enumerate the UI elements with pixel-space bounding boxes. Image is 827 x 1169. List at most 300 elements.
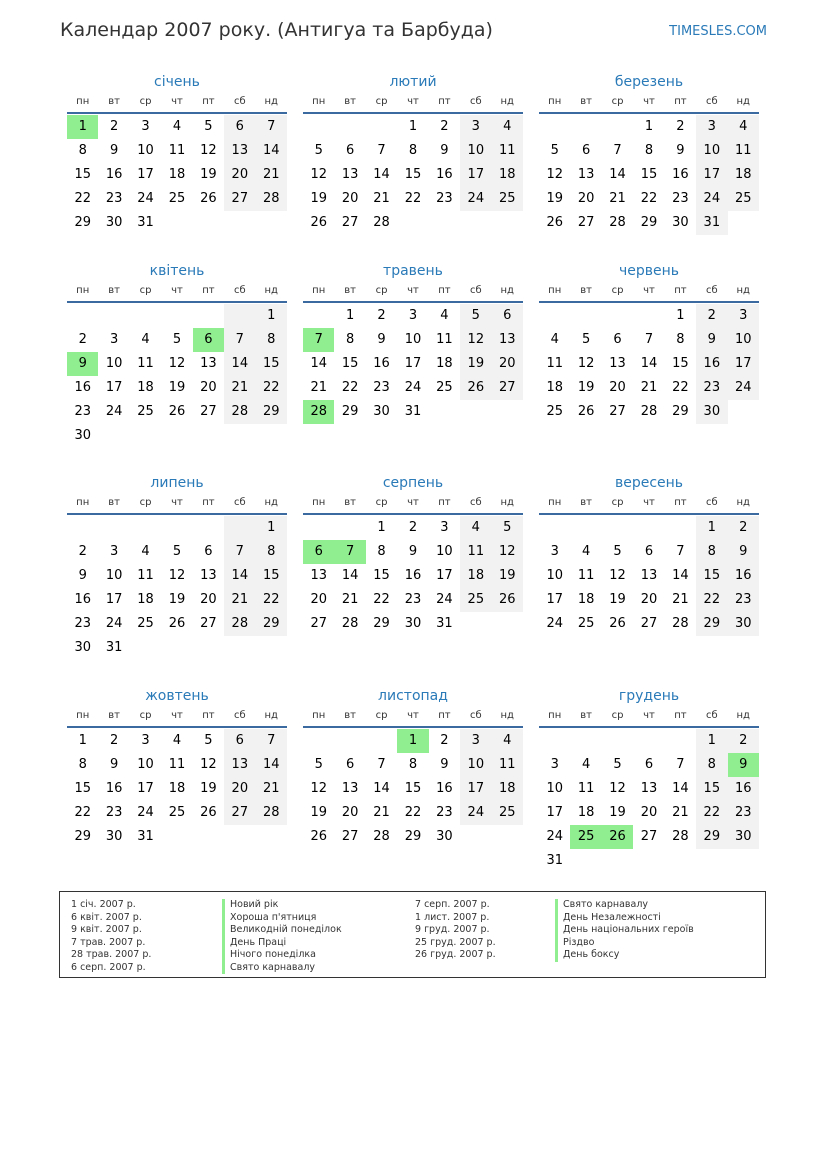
day-cell[interactable]: 13 xyxy=(224,139,255,163)
day-cell[interactable]: 10 xyxy=(460,139,491,163)
day-cell[interactable]: 12 xyxy=(492,540,523,564)
day-cell[interactable]: 6 xyxy=(224,729,255,753)
day-cell[interactable]: 10 xyxy=(460,753,491,777)
day-cell[interactable]: 11 xyxy=(168,757,186,772)
day-cell[interactable]: 18 xyxy=(168,781,186,796)
day-cell[interactable]: 25 xyxy=(728,187,759,211)
day-cell[interactable]: 3 xyxy=(460,115,491,139)
day-cell[interactable]: 5 xyxy=(460,304,491,328)
day-cell[interactable]: 9 xyxy=(728,540,759,564)
day-cell[interactable]: 17 xyxy=(546,592,563,607)
day-cell[interactable]: 25 xyxy=(137,616,154,631)
day-cell[interactable]: 15 xyxy=(256,352,287,376)
day-cell[interactable]: 15 xyxy=(256,564,287,588)
day-cell[interactable]: 18 xyxy=(728,163,759,187)
day-cell[interactable]: 10 xyxy=(436,544,453,559)
day-cell[interactable]: 7 xyxy=(613,143,622,158)
day-cell[interactable]: 3 xyxy=(440,520,449,535)
day-cell[interactable]: 16 xyxy=(728,777,759,801)
day-cell[interactable]: 12 xyxy=(200,143,217,158)
day-cell[interactable]: 7 xyxy=(256,729,287,753)
day-cell[interactable]: 26 xyxy=(546,215,563,230)
day-cell[interactable]: 20 xyxy=(310,592,327,607)
day-cell[interactable]: 12 xyxy=(577,356,595,371)
day-cell[interactable]: 5 xyxy=(314,143,323,158)
day-cell[interactable]: 8 xyxy=(644,143,654,158)
day-cell[interactable]: 8 xyxy=(377,544,386,559)
day-cell[interactable]: 17 xyxy=(436,568,453,583)
day-cell[interactable]: 13 xyxy=(640,781,658,796)
day-cell[interactable]: 13 xyxy=(492,328,523,352)
day-cell[interactable]: 31 xyxy=(105,640,123,655)
day-cell[interactable]: 19 xyxy=(492,564,523,588)
day-cell[interactable]: 18 xyxy=(492,777,523,801)
day-cell[interactable]: 26 xyxy=(609,616,626,631)
day-cell[interactable]: 31 xyxy=(137,829,154,844)
day-cell[interactable]: 22 xyxy=(696,801,727,825)
day-cell[interactable]: 16 xyxy=(436,167,453,182)
day-cell[interactable]: 29 xyxy=(640,215,658,230)
day-cell[interactable]: 26 xyxy=(492,588,523,612)
day-cell[interactable]: 1 xyxy=(78,733,87,748)
day-cell[interactable]: 27 xyxy=(341,829,359,844)
day-cell[interactable]: 3 xyxy=(109,332,119,347)
day-cell[interactable]: 21 xyxy=(256,777,287,801)
day-cell[interactable]: 19 xyxy=(168,380,186,395)
day-cell[interactable]: 19 xyxy=(577,380,595,395)
day-cell[interactable]: 10 xyxy=(404,332,422,347)
day-cell[interactable]: 17 xyxy=(137,781,154,796)
day-cell[interactable]: 20 xyxy=(224,777,255,801)
day-cell[interactable]: 24 xyxy=(436,592,453,607)
day-cell[interactable]: 15 xyxy=(404,781,422,796)
day-cell[interactable]: 28 xyxy=(373,215,390,230)
day-cell[interactable]: 29 xyxy=(672,404,689,419)
day-cell[interactable]: 4 xyxy=(141,544,150,559)
day-cell[interactable]: 10 xyxy=(137,143,154,158)
day-cell[interactable]: 11 xyxy=(492,139,523,163)
day-cell[interactable]: 13 xyxy=(224,753,255,777)
day-cell[interactable]: 5 xyxy=(204,733,213,748)
day-cell[interactable]: 15 xyxy=(373,568,390,583)
day-cell[interactable]: 5 xyxy=(314,757,323,772)
day-cell[interactable]: 16 xyxy=(404,568,422,583)
day-cell[interactable]: 25 xyxy=(577,616,595,631)
day-cell[interactable]: 7 xyxy=(224,328,255,352)
day-cell[interactable]: 9 xyxy=(728,753,759,777)
day-cell[interactable]: 23 xyxy=(436,191,453,206)
day-cell[interactable]: 2 xyxy=(377,308,386,323)
day-cell[interactable]: 13 xyxy=(200,568,217,583)
day-cell[interactable]: 17 xyxy=(546,805,563,820)
day-cell[interactable]: 19 xyxy=(609,805,626,820)
day-cell[interactable]: 28 xyxy=(224,612,255,636)
day-cell[interactable]: 20 xyxy=(341,805,359,820)
day-cell[interactable]: 26 xyxy=(310,829,327,844)
day-cell[interactable]: 30 xyxy=(436,829,453,844)
day-cell[interactable]: 20 xyxy=(224,163,255,187)
day-cell[interactable]: 23 xyxy=(74,616,91,631)
day-cell[interactable]: 2 xyxy=(440,119,449,134)
day-cell[interactable]: 24 xyxy=(137,805,154,820)
day-cell[interactable]: 16 xyxy=(436,781,453,796)
day-cell[interactable]: 8 xyxy=(78,143,87,158)
day-cell[interactable]: 13 xyxy=(640,568,658,583)
day-cell[interactable]: 7 xyxy=(644,332,654,347)
day-cell[interactable]: 30 xyxy=(105,215,123,230)
day-cell[interactable]: 24 xyxy=(546,616,563,631)
day-cell[interactable]: 1 xyxy=(676,308,685,323)
day-cell[interactable]: 31 xyxy=(546,853,563,868)
day-cell[interactable]: 30 xyxy=(74,640,91,655)
day-cell[interactable]: 13 xyxy=(577,167,595,182)
day-cell[interactable]: 28 xyxy=(224,400,255,424)
day-cell[interactable]: 11 xyxy=(436,332,453,347)
day-cell[interactable]: 19 xyxy=(609,592,626,607)
day-cell[interactable]: 6 xyxy=(224,115,255,139)
day-cell[interactable]: 20 xyxy=(200,380,217,395)
day-cell[interactable]: 9 xyxy=(408,544,418,559)
day-cell[interactable]: 30 xyxy=(728,612,759,636)
day-cell[interactable]: 10 xyxy=(105,356,123,371)
day-cell[interactable]: 2 xyxy=(109,733,119,748)
day-cell[interactable]: 22 xyxy=(74,191,91,206)
day-cell[interactable]: 29 xyxy=(256,612,287,636)
day-cell[interactable]: 10 xyxy=(728,328,759,352)
day-cell[interactable]: 1 xyxy=(408,119,418,134)
day-cell[interactable]: 19 xyxy=(310,805,327,820)
day-cell[interactable]: 1 xyxy=(696,516,727,540)
day-cell[interactable]: 14 xyxy=(373,167,390,182)
day-cell[interactable]: 1 xyxy=(644,119,654,134)
day-cell[interactable]: 8 xyxy=(78,757,87,772)
day-cell[interactable]: 8 xyxy=(676,332,685,347)
day-cell[interactable]: 24 xyxy=(460,801,491,825)
day-cell[interactable]: 24 xyxy=(105,616,123,631)
day-cell[interactable]: 23 xyxy=(728,801,759,825)
day-cell[interactable]: 29 xyxy=(696,825,727,849)
day-cell[interactable]: 11 xyxy=(137,356,154,371)
day-cell[interactable]: 2 xyxy=(78,544,87,559)
day-cell[interactable]: 22 xyxy=(404,805,422,820)
day-cell[interactable]: 13 xyxy=(310,568,327,583)
day-cell[interactable]: 20 xyxy=(577,191,595,206)
day-cell[interactable]: 20 xyxy=(640,805,658,820)
day-cell[interactable]: 9 xyxy=(109,757,119,772)
day-cell[interactable]: 10 xyxy=(137,757,154,772)
day-cell[interactable]: 16 xyxy=(373,356,390,371)
day-cell[interactable]: 27 xyxy=(577,215,595,230)
day-cell[interactable]: 1 xyxy=(377,520,386,535)
day-cell[interactable]: 19 xyxy=(168,592,186,607)
day-cell[interactable]: 15 xyxy=(696,777,727,801)
day-cell[interactable]: 27 xyxy=(492,376,523,400)
day-cell[interactable]: 10 xyxy=(546,568,563,583)
day-cell[interactable]: 8 xyxy=(696,753,727,777)
day-cell[interactable]: 28 xyxy=(341,616,359,631)
day-cell[interactable]: 17 xyxy=(696,163,727,187)
day-cell[interactable]: 20 xyxy=(200,592,217,607)
day-cell[interactable]: 12 xyxy=(546,167,563,182)
day-cell[interactable]: 20 xyxy=(609,380,626,395)
day-cell[interactable]: 6 xyxy=(644,757,654,772)
day-cell[interactable]: 6 xyxy=(193,328,224,352)
day-cell[interactable]: 26 xyxy=(460,376,491,400)
day-cell[interactable]: 19 xyxy=(546,191,563,206)
day-cell[interactable]: 28 xyxy=(256,187,287,211)
day-cell[interactable]: 24 xyxy=(137,191,154,206)
day-cell[interactable]: 14 xyxy=(672,568,689,583)
day-cell[interactable]: 24 xyxy=(728,376,759,400)
day-cell[interactable]: 7 xyxy=(303,328,334,352)
day-cell[interactable]: 25 xyxy=(137,404,154,419)
day-cell[interactable]: 2 xyxy=(728,516,759,540)
day-cell[interactable]: 8 xyxy=(345,332,355,347)
day-cell[interactable]: 29 xyxy=(696,612,727,636)
day-cell[interactable]: 24 xyxy=(460,187,491,211)
day-cell[interactable]: 23 xyxy=(696,376,727,400)
day-cell[interactable]: 6 xyxy=(303,540,334,564)
day-cell[interactable]: 11 xyxy=(577,568,595,583)
day-cell[interactable]: 25 xyxy=(436,380,453,395)
day-cell[interactable]: 18 xyxy=(577,592,595,607)
day-cell[interactable]: 18 xyxy=(577,805,595,820)
day-cell[interactable]: 12 xyxy=(310,167,327,182)
day-cell[interactable]: 26 xyxy=(577,404,595,419)
day-cell[interactable]: 6 xyxy=(204,544,213,559)
day-cell[interactable]: 28 xyxy=(672,829,689,844)
day-cell[interactable]: 31 xyxy=(436,616,453,631)
day-cell[interactable]: 19 xyxy=(200,781,217,796)
day-cell[interactable]: 2 xyxy=(109,119,119,134)
day-cell[interactable]: 12 xyxy=(609,568,626,583)
day-cell[interactable]: 21 xyxy=(672,592,689,607)
day-cell[interactable]: 28 xyxy=(672,616,689,631)
day-cell[interactable]: 6 xyxy=(492,304,523,328)
day-cell[interactable]: 30 xyxy=(74,428,91,443)
day-cell[interactable]: 21 xyxy=(341,592,359,607)
day-cell[interactable]: 11 xyxy=(577,781,595,796)
day-cell[interactable]: 31 xyxy=(696,211,727,235)
day-cell[interactable]: 20 xyxy=(640,592,658,607)
day-cell[interactable]: 3 xyxy=(550,544,559,559)
day-cell[interactable]: 12 xyxy=(168,356,186,371)
day-cell[interactable]: 21 xyxy=(373,805,390,820)
day-cell[interactable]: 31 xyxy=(137,215,154,230)
day-cell[interactable]: 24 xyxy=(404,380,422,395)
day-cell[interactable]: 8 xyxy=(256,540,287,564)
day-cell[interactable]: 14 xyxy=(609,167,626,182)
day-cell[interactable]: 23 xyxy=(74,404,91,419)
day-cell[interactable]: 14 xyxy=(256,139,287,163)
day-cell[interactable]: 18 xyxy=(546,380,563,395)
day-cell[interactable]: 16 xyxy=(105,167,123,182)
day-cell[interactable]: 4 xyxy=(550,332,559,347)
day-cell[interactable]: 14 xyxy=(224,564,255,588)
day-cell[interactable]: 19 xyxy=(200,167,217,182)
day-cell[interactable]: 16 xyxy=(728,564,759,588)
day-cell[interactable]: 11 xyxy=(460,540,491,564)
day-cell[interactable]: 18 xyxy=(492,163,523,187)
day-cell[interactable]: 6 xyxy=(581,143,591,158)
day-cell[interactable]: 12 xyxy=(200,757,217,772)
day-cell[interactable]: 29 xyxy=(341,404,359,419)
day-cell[interactable]: 7 xyxy=(676,757,685,772)
day-cell[interactable]: 22 xyxy=(696,588,727,612)
day-cell[interactable]: 9 xyxy=(109,143,119,158)
day-cell[interactable]: 26 xyxy=(602,825,633,849)
day-cell[interactable]: 27 xyxy=(200,404,217,419)
day-cell[interactable]: 27 xyxy=(341,215,359,230)
day-cell[interactable]: 23 xyxy=(105,191,123,206)
day-cell[interactable]: 28 xyxy=(303,400,334,424)
day-cell[interactable]: 18 xyxy=(168,167,186,182)
day-cell[interactable]: 18 xyxy=(460,564,491,588)
day-cell[interactable]: 21 xyxy=(224,376,255,400)
day-cell[interactable]: 27 xyxy=(640,829,658,844)
day-cell[interactable]: 6 xyxy=(345,143,355,158)
day-cell[interactable]: 30 xyxy=(672,215,689,230)
day-cell[interactable]: 6 xyxy=(644,544,654,559)
day-cell[interactable]: 3 xyxy=(109,544,119,559)
day-cell[interactable]: 5 xyxy=(613,544,622,559)
day-cell[interactable]: 7 xyxy=(377,757,386,772)
day-cell[interactable]: 21 xyxy=(310,380,327,395)
day-cell[interactable]: 13 xyxy=(200,356,217,371)
day-cell[interactable]: 25 xyxy=(168,191,186,206)
day-cell[interactable]: 11 xyxy=(137,568,154,583)
day-cell[interactable]: 19 xyxy=(310,191,327,206)
day-cell[interactable]: 17 xyxy=(105,380,123,395)
day-cell[interactable]: 4 xyxy=(728,115,759,139)
day-cell[interactable]: 2 xyxy=(676,119,685,134)
day-cell[interactable]: 16 xyxy=(74,592,91,607)
day-cell[interactable]: 12 xyxy=(460,328,491,352)
day-cell[interactable]: 26 xyxy=(310,215,327,230)
day-cell[interactable]: 3 xyxy=(460,729,491,753)
day-cell[interactable]: 22 xyxy=(672,380,689,395)
day-cell[interactable]: 26 xyxy=(200,805,217,820)
day-cell[interactable]: 29 xyxy=(404,829,422,844)
day-cell[interactable]: 8 xyxy=(408,143,418,158)
day-cell[interactable]: 27 xyxy=(640,616,658,631)
day-cell[interactable]: 16 xyxy=(696,352,727,376)
day-cell[interactable]: 9 xyxy=(676,143,685,158)
day-cell[interactable]: 22 xyxy=(373,592,390,607)
day-cell[interactable]: 5 xyxy=(550,143,559,158)
day-cell[interactable]: 3 xyxy=(141,119,150,134)
day-cell[interactable]: 23 xyxy=(105,805,123,820)
day-cell[interactable]: 24 xyxy=(546,829,563,844)
day-cell[interactable]: 26 xyxy=(168,616,186,631)
day-cell[interactable]: 19 xyxy=(460,352,491,376)
day-cell[interactable]: 16 xyxy=(74,380,91,395)
day-cell[interactable]: 6 xyxy=(345,757,355,772)
day-cell[interactable]: 3 xyxy=(728,304,759,328)
day-cell[interactable]: 25 xyxy=(492,801,523,825)
day-cell[interactable]: 9 xyxy=(67,352,98,376)
day-cell[interactable]: 3 xyxy=(550,757,559,772)
day-cell[interactable]: 23 xyxy=(404,592,422,607)
day-cell[interactable]: 22 xyxy=(74,805,91,820)
day-cell[interactable]: 4 xyxy=(172,119,182,134)
day-cell[interactable]: 1 xyxy=(67,115,98,139)
day-cell[interactable]: 25 xyxy=(546,404,563,419)
day-cell[interactable]: 9 xyxy=(377,332,386,347)
day-cell[interactable]: 27 xyxy=(310,616,327,631)
day-cell[interactable]: 14 xyxy=(672,781,689,796)
day-cell[interactable]: 23 xyxy=(436,805,453,820)
day-cell[interactable]: 21 xyxy=(224,588,255,612)
day-cell[interactable]: 7 xyxy=(334,540,365,564)
day-cell[interactable]: 21 xyxy=(672,805,689,820)
day-cell[interactable]: 13 xyxy=(341,781,359,796)
day-cell[interactable]: 2 xyxy=(408,520,418,535)
day-cell[interactable]: 30 xyxy=(728,825,759,849)
day-cell[interactable]: 12 xyxy=(168,568,186,583)
day-cell[interactable]: 23 xyxy=(373,380,390,395)
day-cell[interactable]: 11 xyxy=(728,139,759,163)
day-cell[interactable]: 14 xyxy=(224,352,255,376)
day-cell[interactable]: 11 xyxy=(492,753,523,777)
day-cell[interactable]: 4 xyxy=(581,544,591,559)
day-cell[interactable]: 5 xyxy=(492,516,523,540)
day-cell[interactable]: 28 xyxy=(256,801,287,825)
day-cell[interactable]: 1 xyxy=(345,308,355,323)
day-cell[interactable]: 7 xyxy=(676,544,685,559)
day-cell[interactable]: 30 xyxy=(373,404,390,419)
day-cell[interactable]: 17 xyxy=(728,352,759,376)
day-cell[interactable]: 4 xyxy=(172,733,182,748)
day-cell[interactable]: 7 xyxy=(377,143,386,158)
day-cell[interactable]: 4 xyxy=(581,757,591,772)
day-cell[interactable]: 15 xyxy=(640,167,658,182)
day-cell[interactable]: 2 xyxy=(78,332,87,347)
day-cell[interactable]: 10 xyxy=(546,781,563,796)
day-cell[interactable]: 9 xyxy=(78,568,87,583)
day-cell[interactable]: 16 xyxy=(105,781,123,796)
day-cell[interactable]: 8 xyxy=(408,757,418,772)
day-cell[interactable]: 1 xyxy=(256,516,287,540)
day-cell[interactable]: 2 xyxy=(728,729,759,753)
day-cell[interactable]: 14 xyxy=(310,356,327,371)
day-cell[interactable]: 10 xyxy=(105,568,123,583)
day-cell[interactable]: 26 xyxy=(200,191,217,206)
day-cell[interactable]: 21 xyxy=(373,191,390,206)
day-cell[interactable]: 29 xyxy=(74,215,91,230)
day-cell[interactable]: 4 xyxy=(141,332,150,347)
day-cell[interactable]: 25 xyxy=(492,187,523,211)
day-cell[interactable]: 15 xyxy=(696,564,727,588)
day-cell[interactable]: 28 xyxy=(609,215,626,230)
day-cell[interactable]: 4 xyxy=(492,729,523,753)
day-cell[interactable]: 24 xyxy=(696,187,727,211)
day-cell[interactable]: 17 xyxy=(460,163,491,187)
day-cell[interactable]: 23 xyxy=(672,191,689,206)
day-cell[interactable]: 8 xyxy=(696,540,727,564)
day-cell[interactable]: 20 xyxy=(341,191,359,206)
day-cell[interactable]: 3 xyxy=(408,308,418,323)
day-cell[interactable]: 1 xyxy=(256,304,287,328)
day-cell[interactable]: 15 xyxy=(74,167,91,182)
day-cell[interactable]: 1 xyxy=(696,729,727,753)
day-cell[interactable]: 25 xyxy=(168,805,186,820)
day-cell[interactable]: 4 xyxy=(440,308,449,323)
day-cell[interactable]: 5 xyxy=(172,544,182,559)
day-cell[interactable]: 27 xyxy=(224,187,255,211)
day-cell[interactable]: 12 xyxy=(310,781,327,796)
day-cell[interactable]: 11 xyxy=(168,143,186,158)
